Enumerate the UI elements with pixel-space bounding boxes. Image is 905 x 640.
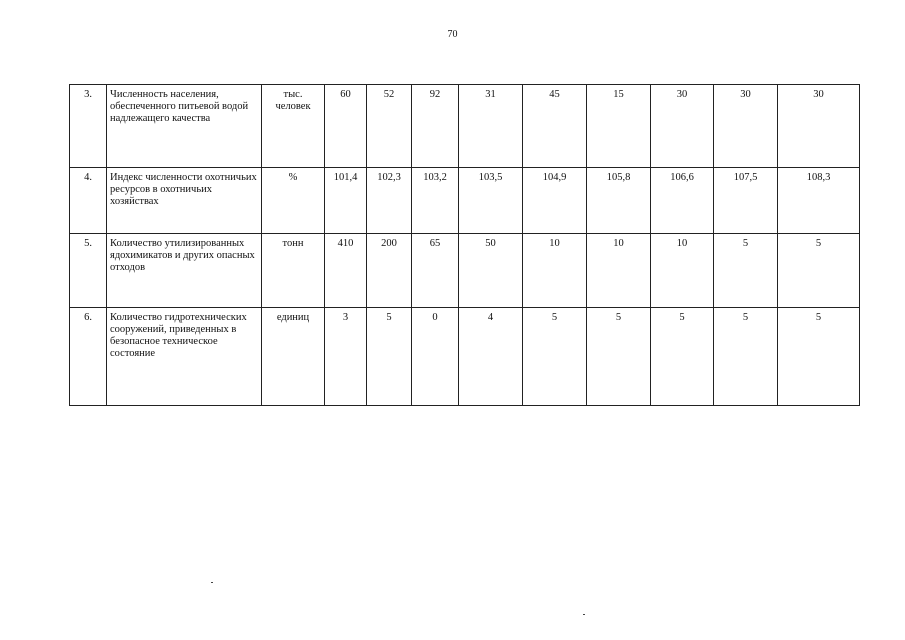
unit-cell: единиц xyxy=(262,308,325,406)
value-cell: 3 xyxy=(325,308,367,406)
indicator-name: Индекс численности охотничьих ресурсов в охотничьих хозяйствах xyxy=(107,168,262,234)
table-row xyxy=(70,308,860,406)
value-cell: 103,5 xyxy=(459,168,523,234)
value-cell: 30 xyxy=(778,85,860,168)
value-cell: 5 xyxy=(714,234,778,308)
value-cell: 410 xyxy=(325,234,367,308)
indicators-table xyxy=(69,84,860,406)
value-cell: 92 xyxy=(412,85,459,168)
row-number: 4. xyxy=(70,168,107,234)
value-cell: 52 xyxy=(367,85,412,168)
value-cell: 105,8 xyxy=(587,168,651,234)
value-cell: 60 xyxy=(325,85,367,168)
indicator-name: Количество гидротехнических сооружений, приведенных в безопасное техническое состояние xyxy=(107,308,262,406)
indicator-name: Численность населения, обеспеченного питьевой водой надлежащего качества xyxy=(107,85,262,168)
value-cell: 15 xyxy=(587,85,651,168)
value-cell: 107,5 xyxy=(714,168,778,234)
row-number: 3. xyxy=(70,85,107,168)
value-cell: 101,4 xyxy=(325,168,367,234)
unit-cell: % xyxy=(262,168,325,234)
value-cell: 5 xyxy=(651,308,714,406)
value-cell: 10 xyxy=(651,234,714,308)
value-cell: 10 xyxy=(523,234,587,308)
indicator-name: Количество утилизированных ядохимикатов и других опасных отходов xyxy=(107,234,262,308)
scan-speck xyxy=(211,582,213,583)
value-cell: 106,6 xyxy=(651,168,714,234)
value-cell: 4 xyxy=(459,308,523,406)
value-cell: 102,3 xyxy=(367,168,412,234)
value-cell: 103,2 xyxy=(412,168,459,234)
value-cell: 5 xyxy=(367,308,412,406)
row-number: 5. xyxy=(70,234,107,308)
table-row xyxy=(70,168,860,234)
row-number: 6. xyxy=(70,308,107,406)
table-row xyxy=(70,234,860,308)
value-cell: 10 xyxy=(587,234,651,308)
value-cell: 5 xyxy=(714,308,778,406)
value-cell: 108,3 xyxy=(778,168,860,234)
value-cell: 31 xyxy=(459,85,523,168)
value-cell: 104,9 xyxy=(523,168,587,234)
unit-cell: тонн xyxy=(262,234,325,308)
value-cell: 5 xyxy=(587,308,651,406)
value-cell: 5 xyxy=(778,308,860,406)
value-cell: 5 xyxy=(523,308,587,406)
unit-cell: тыс. человек xyxy=(262,85,325,168)
value-cell: 30 xyxy=(651,85,714,168)
value-cell: 30 xyxy=(714,85,778,168)
value-cell: 5 xyxy=(778,234,860,308)
value-cell: 45 xyxy=(523,85,587,168)
table-row xyxy=(70,85,860,168)
page-number: 70 xyxy=(447,29,458,40)
value-cell: 50 xyxy=(459,234,523,308)
scan-speck xyxy=(583,614,585,615)
value-cell: 0 xyxy=(412,308,459,406)
value-cell: 65 xyxy=(412,234,459,308)
value-cell: 200 xyxy=(367,234,412,308)
